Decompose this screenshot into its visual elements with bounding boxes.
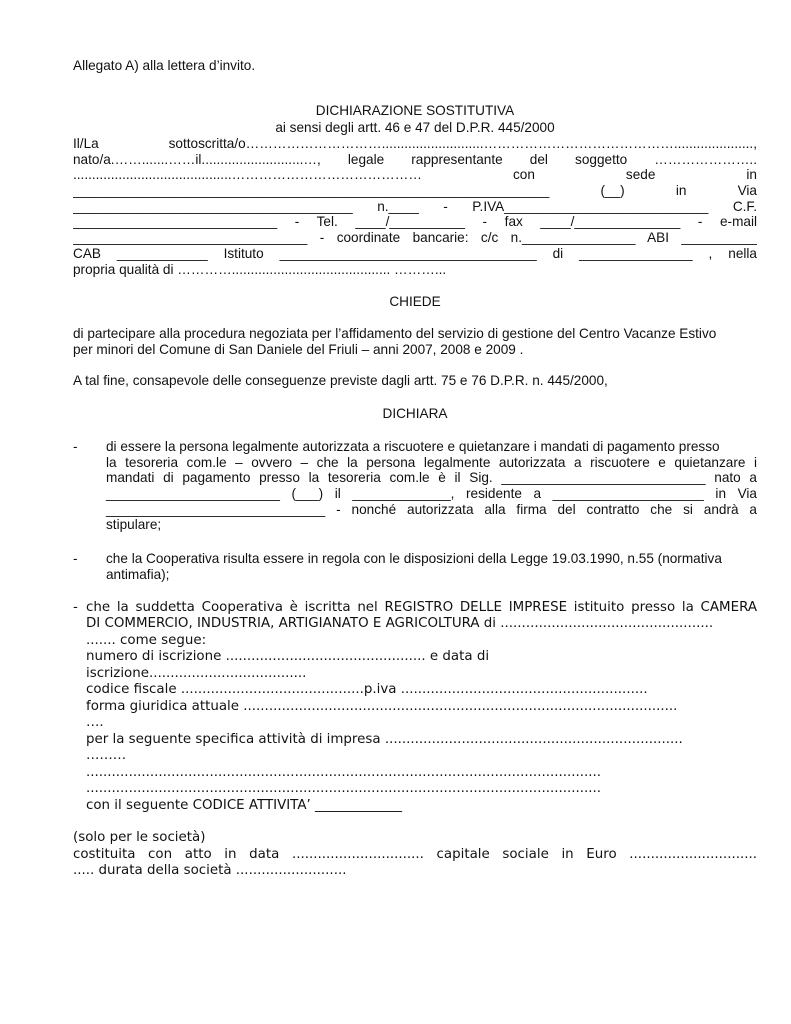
declaration-text: iscrizione..................................... <box>86 666 307 681</box>
company-line: ..... durata della società .......................... <box>73 863 347 878</box>
identity-line: CAB ____________ Istituto __________________________________ di _______________ , nella <box>73 246 757 261</box>
declaration-text: che la suddetta Cooperativa è iscritta nel REGISTRO DELLE IMPRESE istituito presso la CAMERA <box>86 600 757 615</box>
declaration-text: di essere la persona legalmente autorizzata a riscuotere e quietanzare i mandati di pagamento presso <box>106 439 720 454</box>
identity-line: ..........................................…………………………………… con sede in <box>73 167 757 182</box>
bullet-dash: - <box>73 551 78 566</box>
document-subtitle: ai sensi degli artt. 46 e 47 del D.P.R. 445/2000 <box>275 120 555 135</box>
identity-line: _______________________________ - coordinate bancarie: c/c n._______________ ABI __________ <box>73 230 757 245</box>
declaration-row <box>73 550 757 567</box>
identity-line: _____________________________________ n.____ - P.IVA___________________________ C.F. <box>73 199 757 214</box>
declaration-text: la tesoreria com.le – ovvero – che la persona legalmente autorizzata a riscuotere e quietanzare i <box>106 455 757 470</box>
declaration-text: DI COMMERCIO, INDUSTRIA, ARTIGIANATO E AGRICOLTURA di .................................................. <box>86 616 714 631</box>
identity-line: Il/La sottoscritta/o…………………………...........................……………………………………....................., <box>73 136 757 151</box>
declaration-text: ……… <box>86 748 127 763</box>
declaration-text: antimafia); <box>106 567 170 582</box>
company-note: (solo per le società) <box>73 830 206 845</box>
declaration-text: _______________________ (___) il _____________, residente a ____________________ in Via <box>106 486 757 501</box>
declaration-text: ......................................................................................................................... <box>86 765 602 780</box>
bullet-dash: - <box>73 439 78 454</box>
declaration-row <box>73 599 757 616</box>
company-line: costituita con atto in data ............................... capitale sociale in Euro .............................. <box>73 847 757 862</box>
declaration-text: con il seguente CODICE ATTIVITA’ _____________ <box>86 798 403 813</box>
declaration-text: …. <box>86 715 104 730</box>
identity-line: ___________________________ - Tel. ____/__________ - fax ____/______________ - e-mail <box>73 214 757 229</box>
declaration-row <box>73 566 757 583</box>
declaration-text: codice fiscale ...........................................p.iva .......................................................... <box>86 682 648 697</box>
declaration-text: per la seguente specifica attività di impresa ...................................................................... <box>86 732 683 747</box>
declaration-text: numero di iscrizione ............................................... e data di <box>86 649 490 664</box>
declaration-text: stipulare; <box>106 517 162 532</box>
request-line: per minori del Comune di San Daniele del Friuli – anni 2007, 2008 e 2009 . <box>73 342 524 357</box>
awareness-line: A tal fine, consapevole delle conseguenze previste dagli artt. 75 e 76 D.P.R. n. 445/2000, <box>73 373 608 388</box>
chiede-heading: CHIEDE <box>389 294 441 309</box>
declaration-text: che la Cooperativa risulta essere in regola con le disposizioni della Legge 19.03.1990, n.55 (normativa <box>106 551 722 566</box>
document-page <box>73 0 757 1024</box>
document-title: DICHIARAZIONE SOSTITUTIVA <box>315 103 515 118</box>
declaration-text: mandati di pagamento presso la tesoreria com.le è il Sig. ___________________________ nato a <box>106 470 757 485</box>
identity-line: _______________________________________________________________ (__) in Via <box>73 183 757 198</box>
declaration-text: ......................................................................................................................... <box>86 781 602 796</box>
declaration-text: ....... come segue: <box>86 633 207 648</box>
declaration-text: _____________________________ - nonché autorizzata alla firma del contratto che si andrà a <box>106 502 757 517</box>
dichiara-heading: DICHIARA <box>382 406 448 421</box>
identity-line: propria qualità di ………….......................................... ………... <box>73 262 447 277</box>
bullet-dash: - <box>73 600 78 615</box>
request-line: di partecipare alla procedura negoziata per l’affidamento del servizio di gestione del Centro Vacanze Estivo <box>73 326 717 341</box>
declaration-row <box>73 438 757 455</box>
declaration-text: forma giuridica attuale ...................................................................................................... <box>86 699 678 714</box>
identity-line: nato/a.…….......……il...........................…, legale rappresentante del soggetto ………………….. <box>73 152 757 167</box>
declaration-row <box>73 516 757 533</box>
declaration-row <box>73 469 757 486</box>
declaration-row <box>73 485 757 502</box>
attachment-line: Allegato A) alla lettera d’invito. <box>73 58 256 73</box>
